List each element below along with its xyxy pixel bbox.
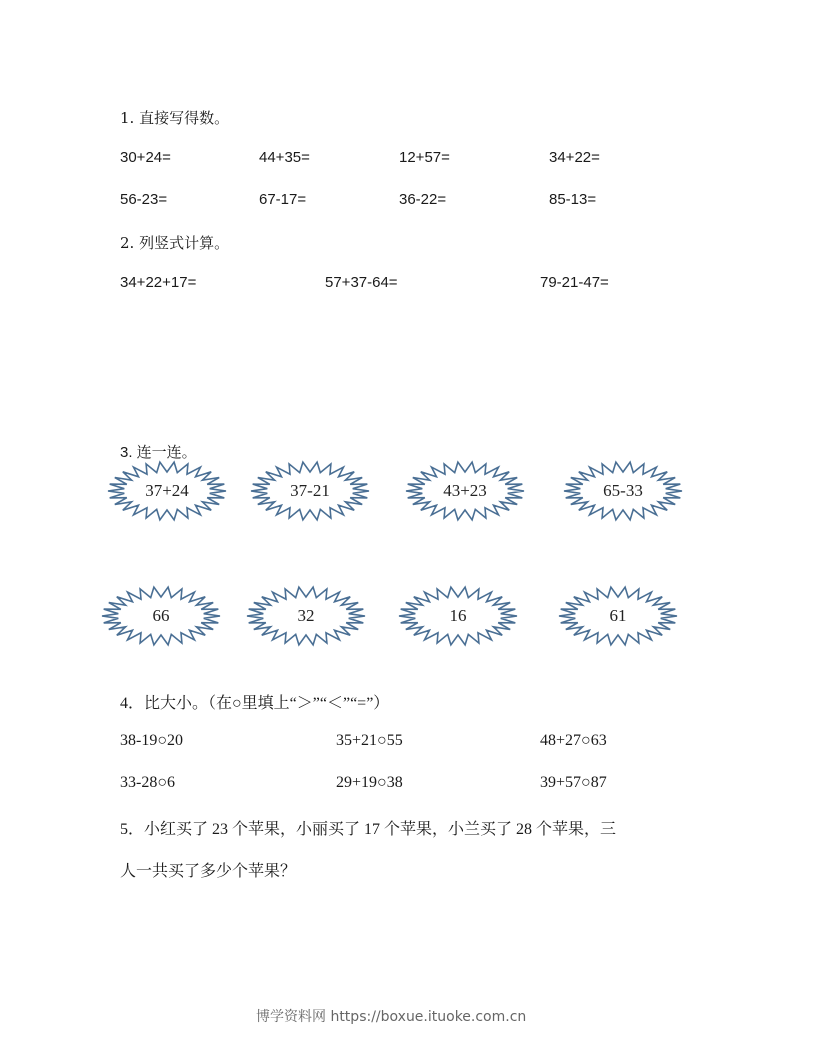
- q1-item: 85-13=: [549, 191, 597, 208]
- q4-item: 38-19○20: [120, 732, 183, 749]
- q3-title: 3. 连一连。: [120, 444, 197, 461]
- burst-label: 37+24: [145, 481, 189, 500]
- burst-label: 32: [297, 606, 315, 625]
- burst-label: 16: [449, 606, 467, 625]
- q2-item: 57+37-64=: [325, 274, 398, 291]
- q1-item: 34+22=: [549, 149, 600, 166]
- burst-bottom-1[interactable]: [100, 585, 222, 647]
- q4-item: 48+27○63: [540, 732, 607, 749]
- q1-item: 56-23=: [120, 191, 168, 208]
- burst-label: 37-21: [290, 481, 330, 500]
- q5-line2: 人一共买了多少个苹果？: [120, 863, 297, 880]
- q1-item: 12+57=: [399, 149, 450, 166]
- q4-item: 33-28○6: [120, 774, 175, 791]
- q4-title: 4．比大小。（在○里填上“＞”“＜”“=”）: [120, 695, 390, 712]
- footer-text: 博学资料网 https://boxue.ituoke.com.cn: [256, 1009, 527, 1025]
- burst-bottom-4[interactable]: [557, 585, 679, 647]
- burst-label: 43+23: [443, 481, 487, 500]
- burst-top-2[interactable]: [249, 460, 371, 522]
- burst-top-1[interactable]: [106, 460, 228, 522]
- q1-item: 30+24=: [120, 149, 171, 166]
- burst-top-3[interactable]: [404, 460, 526, 522]
- q2-item: 34+22+17=: [120, 274, 197, 291]
- q4-item: 35+21○55: [336, 732, 403, 749]
- q2-title: 2. 列竖式计算。: [120, 234, 230, 252]
- burst-label: 65-33: [603, 481, 643, 500]
- q1-item: 36-22=: [399, 191, 447, 208]
- burst-bottom-3[interactable]: [397, 585, 519, 647]
- q5-line1: 5．小红买了 23 个苹果，小丽买了 17 个苹果，小兰买了 28 个苹果，三: [120, 821, 617, 838]
- q2-item: 79-21-47=: [540, 274, 609, 291]
- burst-top-4[interactable]: [562, 460, 684, 522]
- q1-item: 44+35=: [259, 149, 310, 166]
- q4-item: 29+19○38: [336, 774, 403, 791]
- burst-bottom-2[interactable]: [245, 585, 367, 647]
- q1-title: 1. 直接写得数。: [120, 109, 230, 127]
- q1-item: 67-17=: [259, 191, 307, 208]
- burst-label: 66: [152, 606, 170, 625]
- burst-label: 61: [609, 606, 627, 625]
- q4-item: 39+57○87: [540, 774, 607, 791]
